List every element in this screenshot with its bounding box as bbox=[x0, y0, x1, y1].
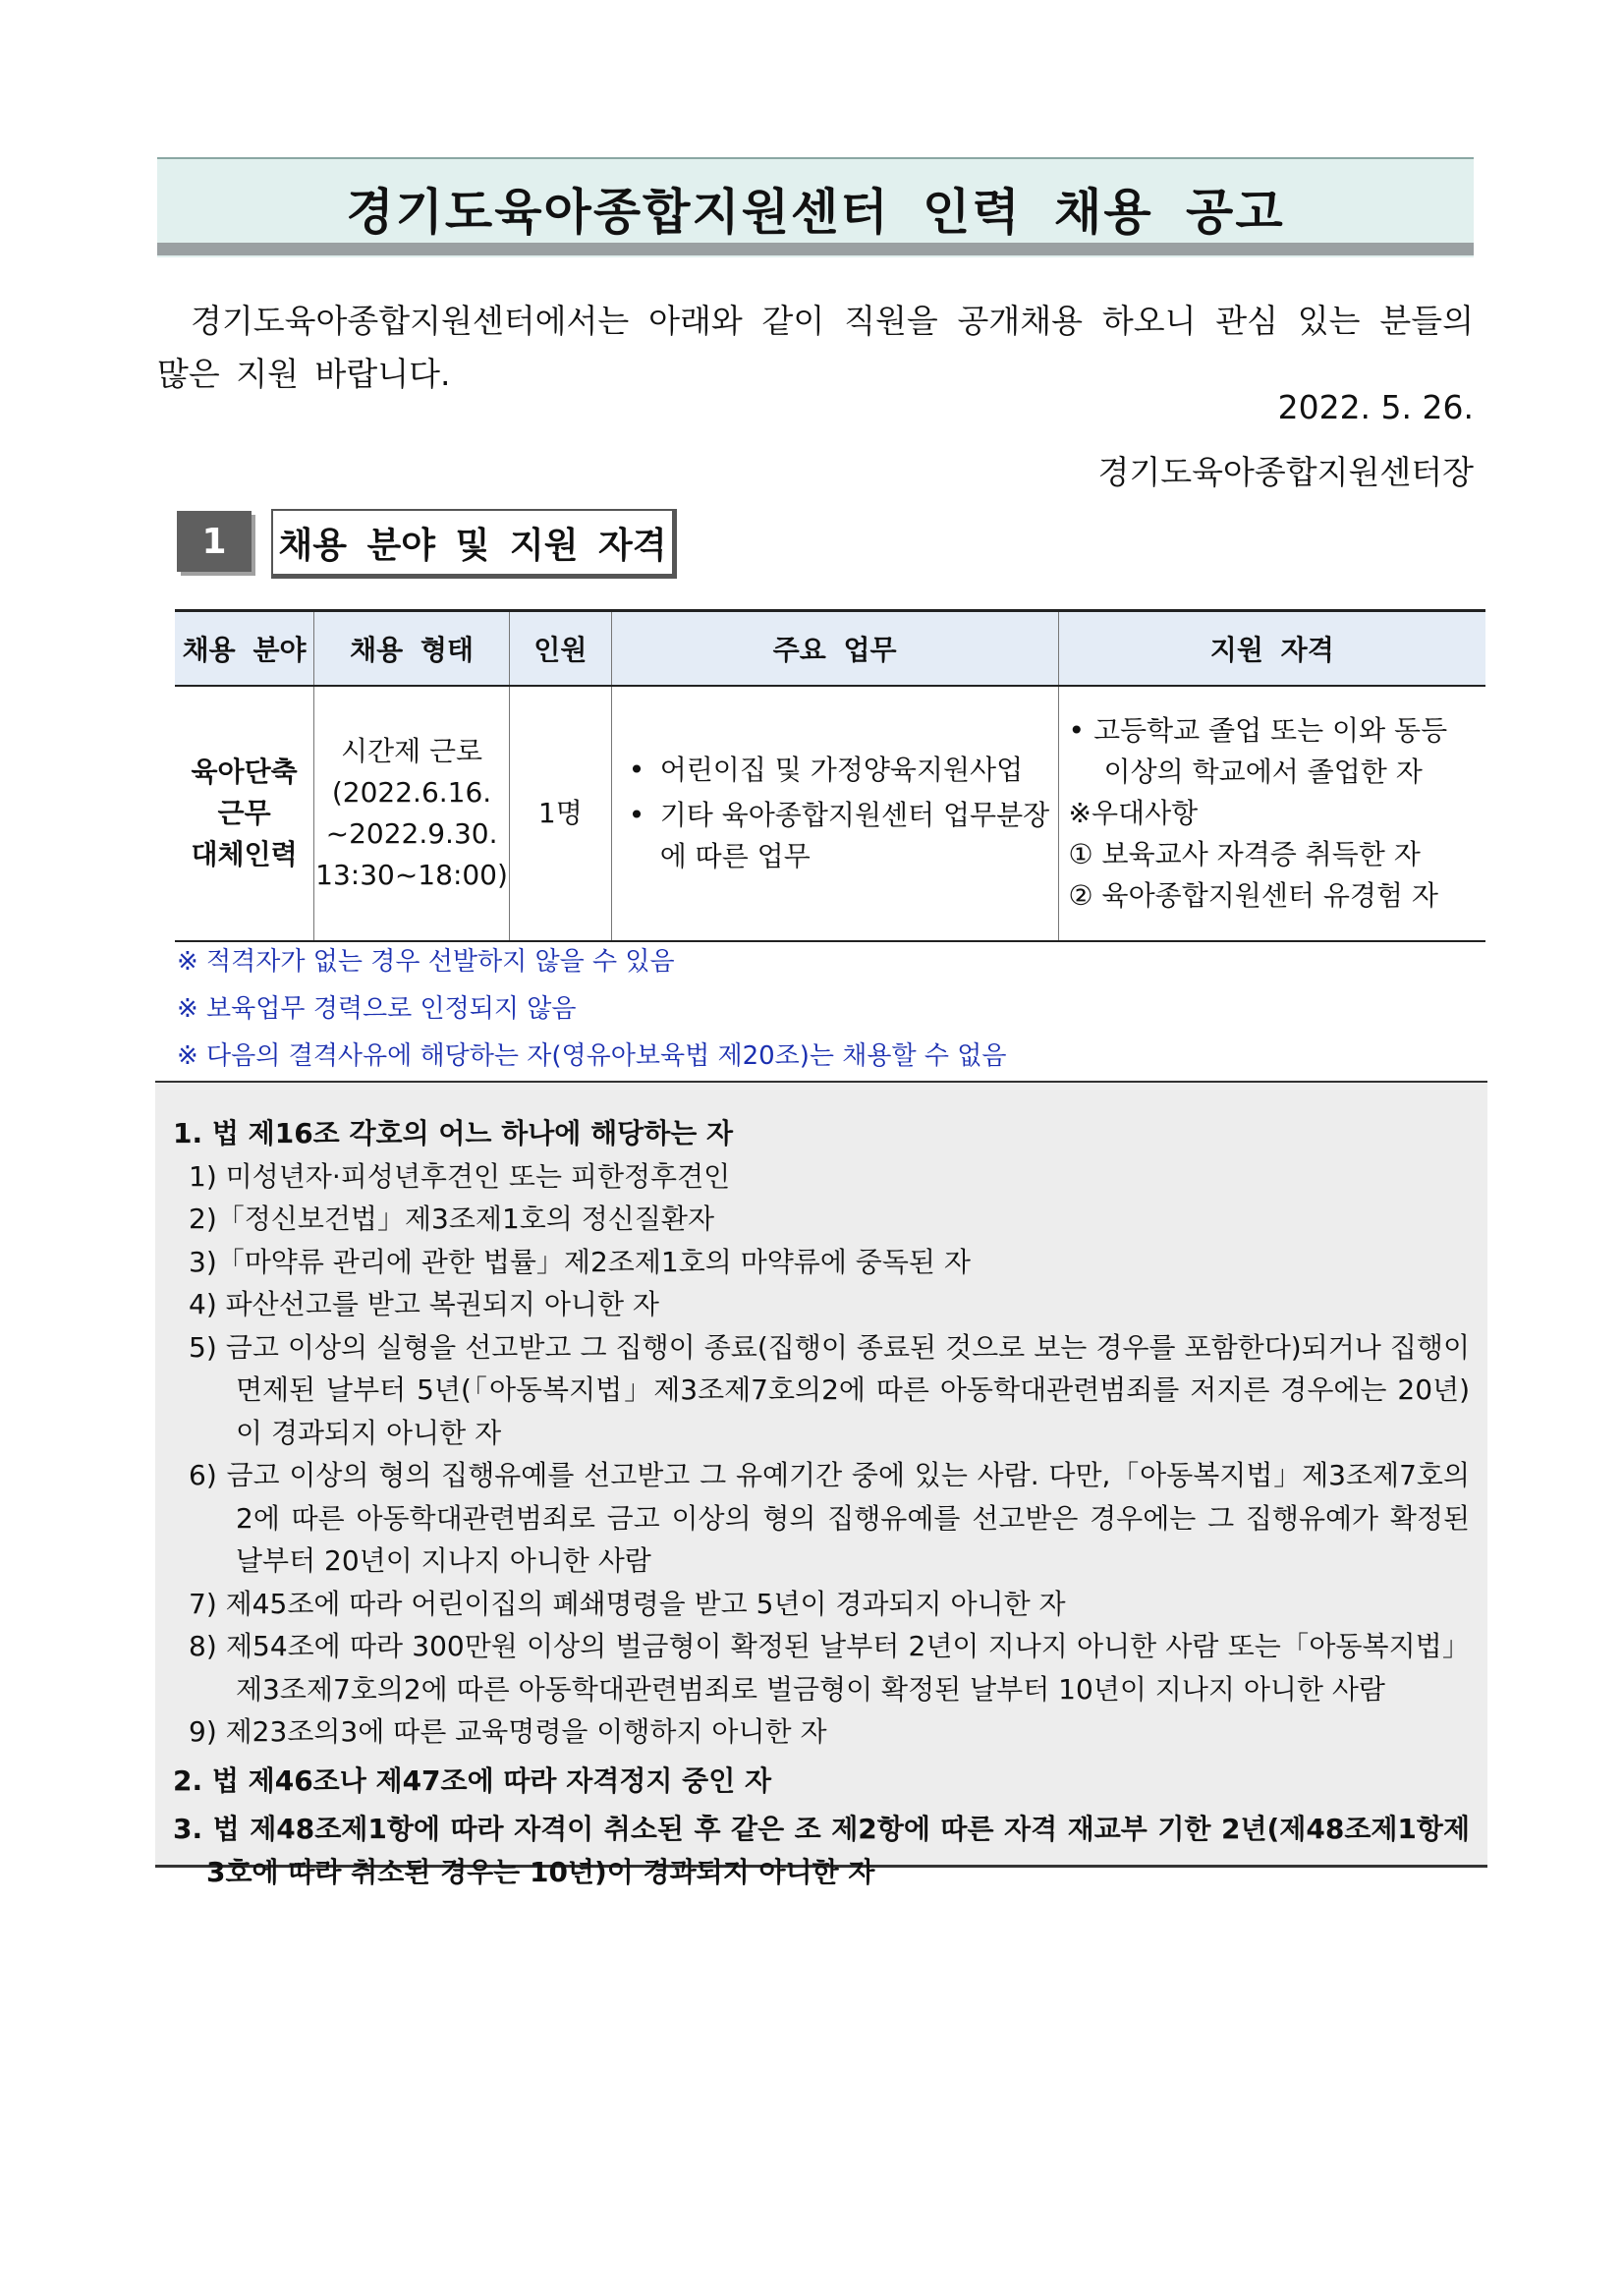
note-item: ※ 다음의 결격사유에 해당하는 자(영유아보육법 제20조)는 채용할 수 없음 bbox=[177, 1041, 1007, 1071]
intro-paragraph: 경기도육아종합지원센터에서는 아래와 같이 직원을 공개채용 하오니 관심 있는 분들의 많은 지원 바랍니다. bbox=[157, 302, 1474, 393]
disqualification-subitem: 2)「정신보건법」제3조제1호의 정신질환자 bbox=[189, 1203, 714, 1235]
type-line: (2022.6.16. bbox=[331, 776, 492, 809]
type-line: 13:30~18:00) bbox=[315, 859, 508, 891]
table-row bbox=[175, 686, 1485, 941]
field-line: 대체인력 bbox=[191, 838, 298, 870]
type-line: 시간제 근로 bbox=[340, 735, 483, 767]
disqualification-content bbox=[173, 1112, 1470, 1893]
disqualification-subitem: 5) 금고 이상의 실형을 선고받고 그 집행이 종료(집행이 종료된 것으로 보는 경우를 포함한다)되거나 집행이 면제된 날부터 5년(「아동복지법」제3조제7호의2에 따른 아동학대관련범죄를 저지른 경우에는 20년)이 경과되지 아니한 자 bbox=[189, 1330, 1470, 1449]
header-qualifications: 지원 자격 bbox=[1058, 611, 1485, 687]
disqualification-subitem: 6) 금고 이상의 형의 집행유예를 선고받고 그 유예기간 중에 있는 사람. 다만,「아동복지법」제3조제7호의2에 따른 아동학대관련범죄로 금고 이상의 형의 집행유예를 선고받은 경우에는 그 집행유예가 확정된 날부터 20년이 지나지 아니한 사람 bbox=[189, 1459, 1470, 1577]
qualification-line: ① 보육교사 자격증 취득한 자 bbox=[1068, 838, 1421, 870]
header-type: 채용 형태 bbox=[314, 611, 510, 687]
notes-list bbox=[177, 938, 1474, 1080]
recruitment-table bbox=[175, 609, 1485, 942]
disqualification-item: 2. 법 제46조나 제47조에 따라 자격정지 중인 자 bbox=[173, 1764, 772, 1797]
qualification-line: ※우대사항 bbox=[1068, 797, 1199, 829]
header-field: 채용 분야 bbox=[175, 611, 314, 687]
cell-type bbox=[314, 686, 510, 941]
page-title: 경기도육아종합지원센터 인력 채용 공고 bbox=[346, 184, 1285, 241]
section-title: 채용 분야 및 지원 자격 bbox=[271, 509, 677, 579]
disqualification-subitem: 1) 미성년자·피성년후견인 또는 피한정후견인 bbox=[189, 1159, 731, 1193]
note-item: ※ 보육업무 경력으로 인정되지 않음 bbox=[177, 994, 577, 1024]
disqualification-item: 3. 법 제48조제1항에 따라 자격이 취소된 후 같은 조 제2항에 따른 자격 재교부 기한 2년(제48조제1항제3호에 따라 취소된 경우는 10년)이 경과되지 아니한 자 bbox=[173, 1813, 1470, 1888]
duty-item: • 기타 육아종합지원센터 업무분장에 따른 업무 bbox=[629, 795, 1057, 877]
field-line: 육아단축 bbox=[191, 756, 298, 788]
field-line: 근무 bbox=[217, 797, 271, 829]
header-count: 인원 bbox=[509, 611, 611, 687]
disqualification-item: 1. 법 제16조 각호의 어느 하나에 해당하는 자 bbox=[173, 1117, 734, 1149]
disqualification-subitem: 7) 제45조에 따라 어린이집의 폐쇄명령을 받고 5년이 경과되지 아니한 자 bbox=[189, 1587, 1066, 1620]
title-underline bbox=[157, 243, 1474, 255]
note-item: ※ 적격자가 없는 경우 선발하지 않을 수 있음 bbox=[177, 947, 675, 977]
table-header-row bbox=[175, 611, 1485, 687]
qualification-line: • 고등학교 졸업 또는 이와 동등 bbox=[1068, 714, 1448, 747]
section-number: 1 bbox=[177, 511, 252, 572]
cell-field bbox=[175, 686, 314, 941]
issuer: 경기도육아종합지원센터장 bbox=[1097, 453, 1474, 491]
cell-duties bbox=[611, 686, 1058, 941]
qualification-line: 이상의 학교에서 졸업한 자 bbox=[1103, 756, 1423, 788]
header-duties: 주요 업무 bbox=[611, 611, 1058, 687]
disqualification-subitem: 3)「마약류 관리에 관한 법률」제2조제1호의 마약류에 중독된 자 bbox=[189, 1245, 971, 1278]
disqualification-subitem: 4) 파산선고를 받고 복권되지 아니한 자 bbox=[189, 1288, 659, 1320]
cell-qualifications bbox=[1058, 686, 1485, 941]
duty-item: • 어린이집 및 가정양육지원사업 bbox=[629, 750, 1057, 791]
disqualification-subitem: 8) 제54조에 따라 300만원 이상의 벌금형이 확정된 날부터 2년이 지나지 아니한 사람 또는「아동복지법」제3조제7호의2에 따른 아동학대관련범죄로 벌금형이 확정된 날부터 10년이 지나지 아니한 사람 bbox=[189, 1630, 1470, 1706]
disqualification-subitem: 9) 제23조의3에 따른 교육명령을 이행하지 아니한 자 bbox=[189, 1715, 827, 1748]
qualification-line: ② 육아종합지원센터 유경험 자 bbox=[1068, 879, 1438, 912]
cell-count: 1명 bbox=[509, 686, 611, 941]
announcement-date: 2022. 5. 26. bbox=[1277, 388, 1474, 426]
type-line: ~2022.9.30. bbox=[325, 817, 498, 850]
disqualification-box bbox=[155, 1081, 1487, 1888]
